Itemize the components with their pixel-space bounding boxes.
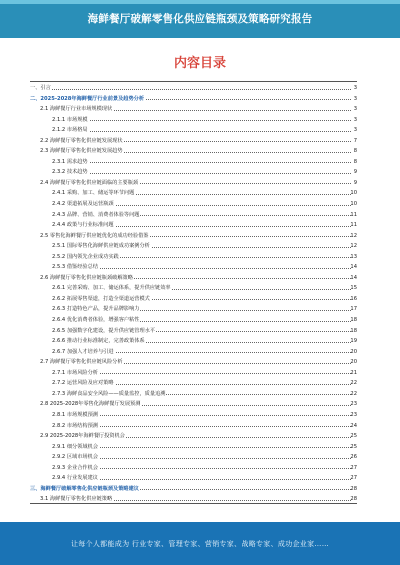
toc-entry-label: 2.8.1 市场规模预测	[52, 411, 98, 418]
toc-entry-label: 2.3.1 需求趋势	[52, 158, 88, 165]
toc-entry-label: 2.5.2 国内领先企业成功实践	[52, 253, 119, 260]
toc-entry-page: 28	[350, 485, 357, 492]
toc-entry[interactable]	[30, 410, 357, 421]
toc-entry[interactable]	[30, 94, 357, 105]
toc-entry-page: 25	[350, 443, 357, 450]
toc-entry-page: 3	[353, 106, 357, 113]
toc-entry-page: 11	[350, 222, 357, 229]
toc-entry-page: 24	[350, 422, 357, 429]
toc-entry-page: 22	[350, 390, 357, 397]
toc-entry-page: 12	[350, 243, 357, 250]
toc-entry[interactable]	[30, 273, 357, 284]
toc-entry-label: 2.4.1 采购、加工、储运等环节问题	[52, 190, 135, 197]
toc-entry[interactable]	[30, 347, 357, 358]
toc-entry[interactable]	[30, 199, 357, 210]
toc-entry[interactable]	[30, 463, 357, 474]
toc-entry[interactable]	[30, 368, 357, 379]
toc-entry-page: 3	[353, 116, 357, 123]
toc-top-rule	[30, 81, 357, 82]
toc-entry[interactable]	[30, 231, 357, 242]
toc-entry[interactable]	[30, 294, 357, 305]
footer-slogan: 让每个人都能成为 行业专家、管理专家、营销专家、战略专家、成功企业家……	[70, 540, 330, 548]
toc-entry-label: 2.1 海鲜餐厅行业市场规模现状	[40, 106, 113, 113]
footer-banner	[0, 522, 400, 565]
toc-entry-label: 2.9 2025-2028年海鲜餐厅投资机会	[40, 433, 125, 440]
toc-entry-page: 3	[353, 85, 357, 91]
toc-entry-label: 2.6.4 优化消费者体验，增强客户粘性	[52, 317, 140, 324]
toc-entry[interactable]	[30, 104, 357, 115]
toc-entry-label: 2.7.3 海鲜食品安全风险——质量监控，质量追溯	[52, 390, 166, 397]
toc-leader-dots	[52, 173, 351, 174]
toc-entry[interactable]	[30, 252, 357, 263]
toc-entry-page: 10	[350, 201, 357, 208]
toc-entry-page: 26	[350, 454, 357, 461]
toc-entry-label: 2.5.1 国际零售化海鲜供应链成功案例分析	[52, 243, 150, 250]
toc-entry[interactable]	[30, 115, 357, 126]
toc-entry-label: 2.7.2 运营风险及应对策略	[52, 380, 114, 387]
toc-leader-dots	[52, 120, 351, 121]
toc-entry-label: 2.1.2 市场格局	[52, 127, 88, 134]
toc-entry-label: 2.5 零售化海鲜餐厅供应链优化的成功经验借鉴	[40, 232, 149, 239]
toc-entry-label: 2.9.1 细分领域机会	[52, 443, 98, 450]
toc-entry-label: 2.1.1 市场规模	[52, 116, 88, 123]
toc-entry[interactable]	[30, 283, 357, 294]
toc-entry[interactable]	[30, 473, 357, 484]
toc-entry-page: 10	[350, 190, 357, 197]
toc-entry-page: 20	[350, 348, 357, 355]
toc-entry-page: 3	[353, 95, 357, 102]
toc-entry-label: 2.6 海鲜餐厅零售化供应链瓶颈破解策略	[40, 274, 133, 281]
toc-entry-page: 11	[350, 211, 357, 218]
toc-entry-page: 13	[350, 253, 357, 260]
toc-entry-label: 3.1 海鲜餐厅零售化供应链策略	[40, 496, 113, 503]
toc-entry-page: 9	[353, 179, 357, 186]
toc-entry-page: 18	[350, 317, 357, 324]
toc-leader-dots	[52, 131, 351, 132]
toc-entry-label: 2.4 海鲜餐厅零售化供应链面临的主要瓶颈	[40, 179, 139, 186]
report-title: 海鲜餐厅破解零售化供应链瓶颈及策略研究报告	[87, 13, 313, 25]
toc-entry[interactable]	[30, 167, 357, 178]
toc-entry[interactable]	[30, 357, 357, 368]
toc-entry-page: 21	[350, 369, 357, 376]
toc-entry-page: 20	[350, 359, 357, 366]
toc-entry-label: 2.9.3 企业合作机会	[52, 464, 98, 471]
toc-entry-label: 2.6.7 加强人才培养与引进	[52, 348, 114, 355]
toc-entry[interactable]	[30, 452, 357, 463]
toc-entry[interactable]	[30, 336, 357, 347]
toc-entry-page: 16	[350, 295, 357, 302]
toc-entry-page: 15	[350, 285, 357, 292]
toc-entry[interactable]	[30, 378, 357, 389]
toc-entry[interactable]	[30, 315, 357, 326]
toc-entry-label: 2.8 2025-2028年零售化海鲜餐厅发展预测	[40, 401, 141, 408]
header-banner	[0, 0, 400, 38]
toc-entry-page: 23	[350, 401, 357, 408]
toc-entry-label: 2.4.2 渠道拓展及运营瓶颈	[52, 201, 114, 208]
toc-entry-label: 三、海鲜餐厅破解零售化供应链瓶颈及策略建议	[30, 485, 139, 492]
toc-entry[interactable]	[30, 241, 357, 252]
toc-entry[interactable]	[30, 83, 357, 94]
toc-entry[interactable]	[30, 304, 357, 315]
toc-entry-page: 3	[353, 127, 357, 134]
toc-entry-page: 14	[350, 264, 357, 271]
toc-entry[interactable]	[30, 157, 357, 168]
toc-leader-dots	[30, 89, 351, 90]
toc-entry-page: 27	[350, 464, 357, 471]
toc-entry-label: 2.6.2 拓展零售渠道，打造全渠道运营模式	[52, 295, 150, 302]
toc-entry-label: 2.2 海鲜餐厅零售化供应链发展现状	[40, 137, 123, 144]
toc-entry-page: 23	[350, 411, 357, 418]
toc-entry[interactable]	[30, 188, 357, 199]
toc-entry[interactable]	[30, 442, 357, 453]
toc-entry-label: 2.4.4 政策与行业标准问题	[52, 222, 114, 229]
toc-entry-page: 7	[353, 137, 357, 144]
toc-entry[interactable]	[30, 399, 357, 410]
toc-entry-label: 2.3 海鲜餐厅零售化供应链发展趋势	[40, 148, 123, 155]
toc-entry-page: 12	[350, 232, 357, 239]
toc-entry[interactable]	[30, 146, 357, 157]
toc-entry-page: 27	[350, 475, 357, 482]
toc-leader-dots	[52, 162, 351, 163]
toc-entry-page: 22	[350, 380, 357, 387]
toc-entry-page: 28	[350, 496, 357, 503]
toc-entry-label: 一、引言	[30, 85, 51, 91]
toc-entry[interactable]	[30, 262, 357, 273]
toc-entry-page: 8	[353, 148, 357, 155]
toc-entry-page: 19	[350, 338, 357, 345]
toc-entry-label: 2.7 海鲜餐厅零售化供应链风险分析	[40, 359, 123, 366]
toc-entry-label: 2.4.3 品牌、营销、消费者体验等问题	[52, 211, 140, 218]
toc-entry[interactable]	[30, 484, 357, 495]
toc-entry-label: 2.8.2 市场结构预测	[52, 422, 98, 429]
toc-entry-label: 2.9.4 行业发展建议	[52, 475, 98, 482]
toc-entry-page: 9	[353, 169, 357, 176]
toc-entry-label: 2.6.3 打造特色产品，提升品牌影响力	[52, 306, 140, 313]
toc-entry[interactable]	[30, 326, 357, 337]
toc-entry-page: 18	[350, 327, 357, 334]
toc-entry-label: 2.3.2 技术趋势	[52, 169, 88, 176]
table-of-contents	[30, 81, 357, 505]
toc-entry[interactable]	[30, 421, 357, 432]
toc-entry-page: 14	[350, 274, 357, 281]
toc-entry[interactable]	[30, 220, 357, 231]
toc-bottom-rule	[30, 503, 357, 504]
toc-entry[interactable]	[30, 431, 357, 442]
toc-entry[interactable]	[30, 125, 357, 136]
toc-entry-page: 8	[353, 158, 357, 165]
toc-entry-page: 17	[350, 306, 357, 313]
toc-entry-label: 2.6.5 加强数字化建设，提升供应链管理水平	[52, 327, 156, 334]
toc-entry-label: 2.6.1 完善采购、加工、储运体系，提升供应链效率	[52, 285, 171, 292]
toc-entry-label: 2.6.6 推动行业标准制定，完善政策体系	[52, 338, 145, 345]
toc-entry[interactable]	[30, 136, 357, 147]
toc-heading: 内容目录	[173, 56, 226, 71]
toc-entry-label: 2.5.3 借鉴经验总结	[52, 264, 98, 271]
header-accent-bar	[0, 0, 400, 4]
toc-entry[interactable]	[30, 210, 357, 221]
toc-entry-label: 2.9.2 区域市场机会	[52, 454, 98, 461]
toc-entry[interactable]	[30, 389, 357, 400]
toc-entry-label: 2.7.1 市场风险分析	[52, 369, 98, 376]
toc-entry-page: 25	[350, 433, 357, 440]
toc-entry-label: 二、2025-2028年海鲜餐厅行业前景及趋势分析	[30, 95, 145, 102]
toc-entry[interactable]	[30, 178, 357, 189]
